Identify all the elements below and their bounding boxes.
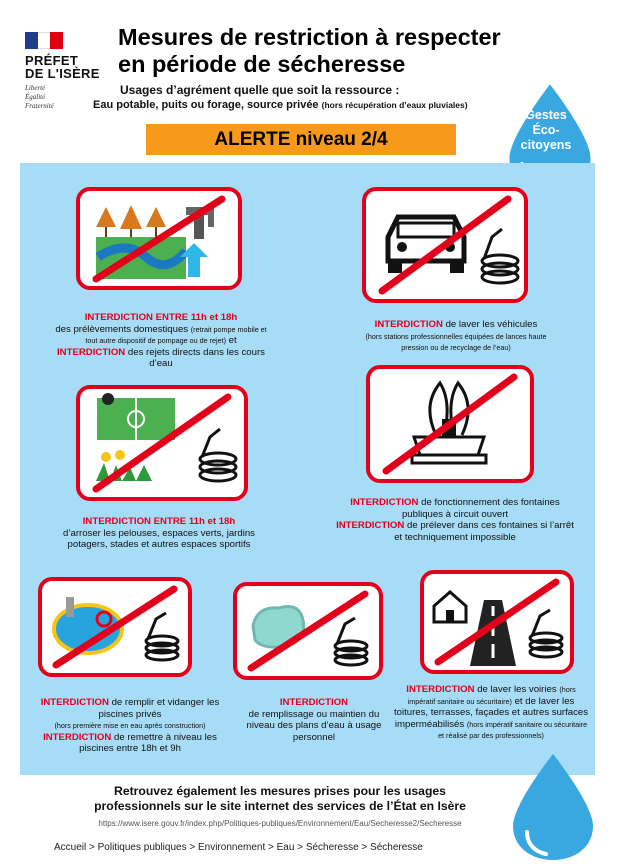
car-wash-forbidden-icon [362,187,528,303]
logo-motto: Liberté Égalité Fraternité [25,84,54,110]
page-title: Mesures de restriction à respecter en période de sécheresse [118,24,501,77]
caption-prelevements: INTERDICTION ENTRE 11h et 18h des prélèvements domestiques (retrait pompe mobile et tout autre dispositif de pompage ou de rejet) et INTERDICTION des rejets directs dans les cours d’eau [55,312,267,369]
caption-voiries: INTERDICTION de laver les voiries (hors impératif sanitaire ou sécuritaire) et de laver les toitures, terrasses, façades et autres surfaces imperméabilisés (hors impératif sanitaire ou sécuritaire et réalisé par des professionnels) [393,684,589,740]
caption-fontaines: INTERDICTION de fonctionnement des fontaines publiques à circuit ouvert INTERDICTION de prélever dans ces fontaines si l’arrêt et techniquement impossible [336,497,574,543]
alert-level-banner: ALERTE niveau 2/4 [146,124,456,155]
pumping-forbidden-icon [76,187,242,290]
watering-forbidden-icon [76,385,248,501]
footer-message: Retrouvez également les mesures prises pour les usages professionnels sur le site internet des services de l’État en Isère [94,784,466,813]
breadcrumb[interactable]: Accueil > Politiques publiques > Environnement > Eau > Sécheresse > Sécheresse [54,842,423,853]
subtitle-resources: Eau potable, puits ou forage, source privée (hors récupération d’eaux pluviales) [93,99,468,111]
logo-name: PRÉFET DE L'ISÈRE [25,53,100,81]
pool-forbidden-icon [38,577,192,677]
caption-piscines: INTERDICTION de remplir et vidanger les piscines privés (hors première mise en eau après construction) INTERDICTION de remettre à niveau les piscines entre 18h et 9h [40,697,220,754]
pond-forbidden-icon [233,582,383,680]
water-drop-icon [503,752,603,862]
subtitle: Usages d’agrément quelle que soit la ressource : [120,83,400,97]
eco-citizen-badge: Gestes Éco- citoyens [520,108,572,152]
fountain-forbidden-icon [366,365,534,483]
caption-plans-eau: INTERDICTION de remplissage ou maintien du niveau des plans d’eau à usage personnel [246,697,382,743]
footer-url-link[interactable]: https://www.isere.gouv.fr/index.php/Politiques-publiques/Environnement/Eau/Secheresse2/Secheresse [98,819,462,828]
caption-pelouses: INTERDICTION ENTRE 11h et 18h d’arroser les pelouses, espaces verts, jardins potagers, stades et autres espaces sportifs [63,516,255,550]
caption-vehicules: INTERDICTION de laver les véhicules (hors stations professionnelles équipées de lances haute pression ou de recyclage de l’eau) [365,319,547,352]
road-wash-forbidden-icon [420,570,574,674]
marianne-flag-icon [25,32,63,49]
